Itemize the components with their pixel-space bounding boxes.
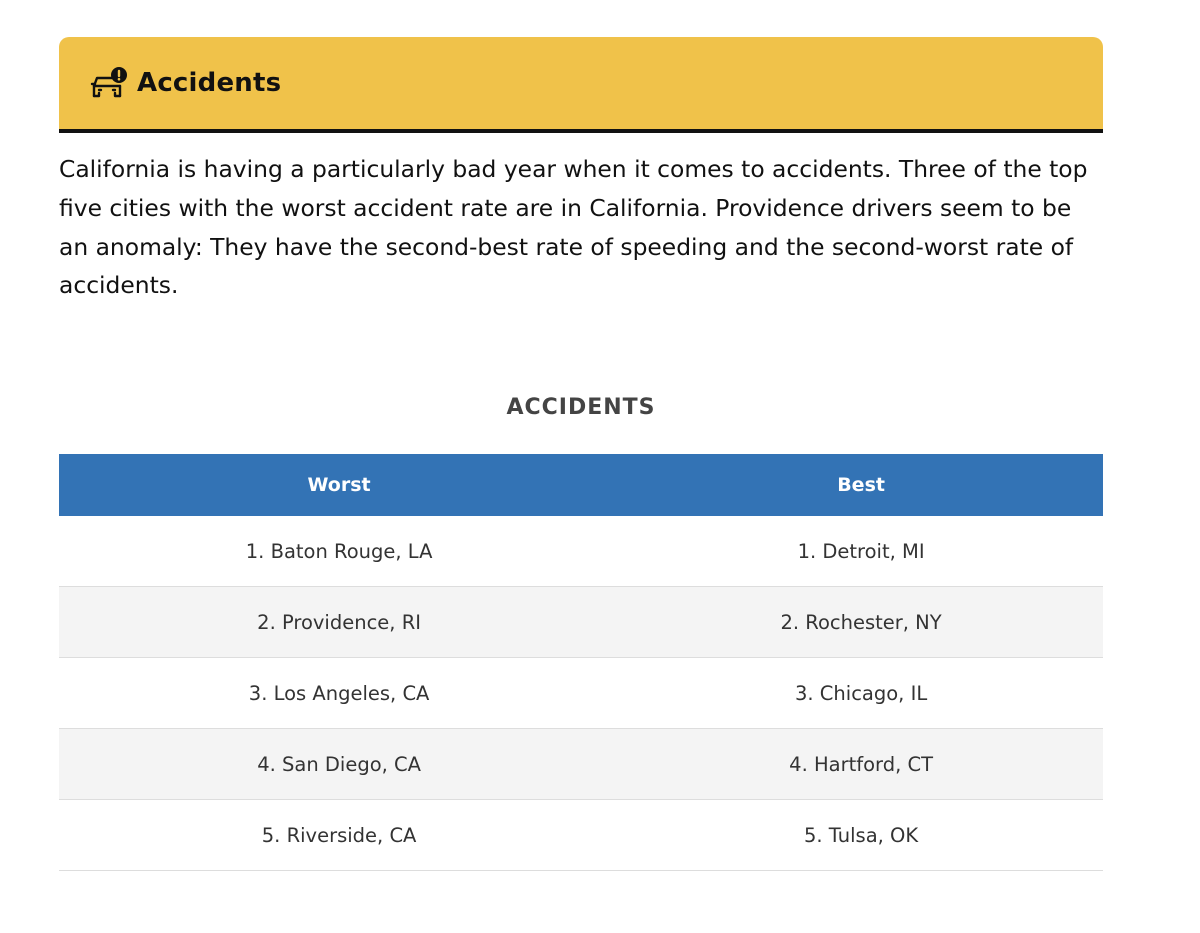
- table-header-row: [59, 454, 1103, 516]
- intro-paragraph: California is having a particularly bad year when it comes to accidents. Three of the top five cities with the worst accident rate are in California. Providence drivers seem to be an anomaly: They have the second-best rate of speeding and the second-worst rate of accidents.: [59, 155, 1088, 300]
- best-city-cell: 3. Chicago, IL: [619, 658, 1103, 729]
- best-city-cell: 5. Tulsa, OK: [619, 800, 1103, 871]
- worst-city-cell: 3. Los Angeles, CA: [59, 658, 619, 729]
- worst-city-cell: 5. Riverside, CA: [59, 800, 619, 871]
- table-row: [59, 800, 1103, 871]
- section-header: [59, 37, 1103, 133]
- best-city-cell: 4. Hartford, CT: [619, 729, 1103, 800]
- table-row: [59, 729, 1103, 800]
- best-city-cell: 1. Detroit, MI: [619, 516, 1103, 587]
- column-header-best: Best: [619, 454, 1103, 516]
- column-header-worst: Worst: [59, 454, 619, 516]
- table-row: [59, 516, 1103, 587]
- section-title: Accidents: [137, 68, 282, 98]
- worst-city-cell: 1. Baton Rouge, LA: [59, 516, 619, 587]
- table-title: ACCIDENTS: [506, 395, 656, 420]
- best-city-cell: 2. Rochester, NY: [619, 587, 1103, 658]
- accidents-table: [59, 454, 1103, 871]
- table-row: [59, 658, 1103, 729]
- car-alert-icon: [89, 63, 129, 103]
- worst-city-cell: 4. San Diego, CA: [59, 729, 619, 800]
- worst-city-cell: 2. Providence, RI: [59, 587, 619, 658]
- table-row: [59, 587, 1103, 658]
